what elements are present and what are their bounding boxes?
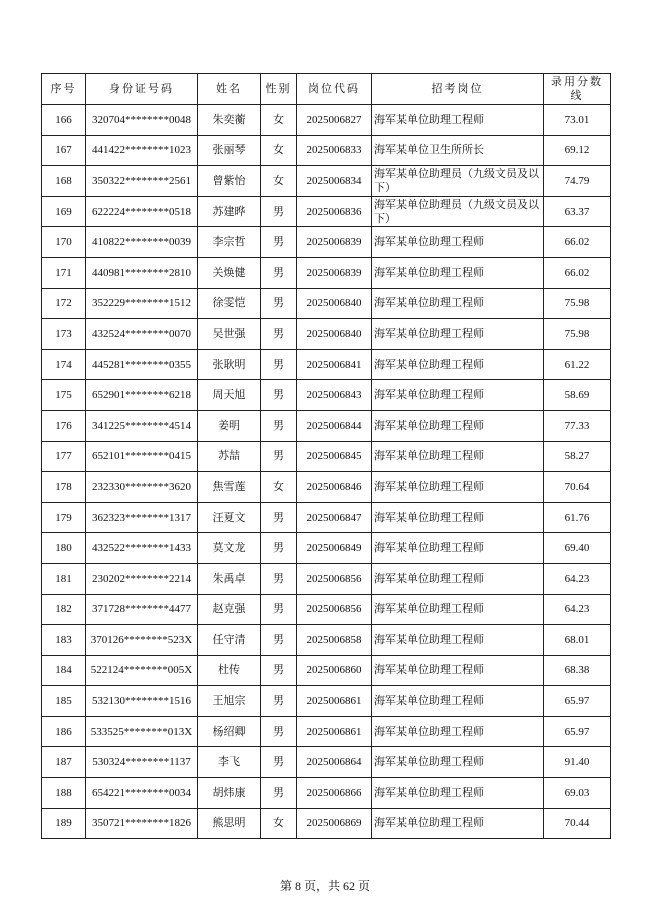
cell-name: 徐雯恺 [198,288,261,319]
cell-name: 王旭宗 [198,686,261,717]
cell-position-code: 2025006836 [297,196,372,227]
cell-id-number: 350322********2561 [86,166,198,197]
cell-gender: 男 [261,288,297,319]
cell-gender: 男 [261,686,297,717]
cell-position: 海军某单位助理工程师 [372,655,544,686]
cell-position: 海军某单位助理工程师 [372,410,544,441]
cell-position: 海军某单位助理工程师 [372,105,544,136]
cell-id-number: 533525********013X [86,716,198,747]
cell-serial-number: 184 [42,655,86,686]
cell-admission-score: 63.37 [544,196,611,227]
cell-id-number: 652901********6218 [86,380,198,411]
cell-admission-score: 69.40 [544,533,611,564]
cell-position-code: 2025006834 [297,166,372,197]
cell-position: 海军某单位助理工程师 [372,441,544,472]
cell-id-number: 230202********2214 [86,563,198,594]
cell-admission-score: 64.23 [544,594,611,625]
cell-serial-number: 173 [42,319,86,350]
cell-gender: 男 [261,196,297,227]
table-row [42,349,611,380]
cell-position-code: 2025006839 [297,227,372,258]
cell-position-code: 2025006861 [297,716,372,747]
table-row [42,594,611,625]
cell-position-code: 2025006841 [297,349,372,380]
cell-position: 海军某单位助理工程师 [372,349,544,380]
cell-id-number: 432522********1433 [86,533,198,564]
table-row [42,380,611,411]
cell-admission-score: 69.03 [544,778,611,809]
table-row [42,533,611,564]
cell-gender: 男 [261,655,297,686]
cell-name: 杨绍卿 [198,716,261,747]
cell-id-number: 410822********0039 [86,227,198,258]
cell-gender: 男 [261,716,297,747]
header-id-number: 身份证号码 [86,74,198,105]
cell-position-code: 2025006858 [297,625,372,656]
table-row [42,319,611,350]
page-number: 第 8 页，共 62 页 [279,879,370,893]
cell-name: 李宗哲 [198,227,261,258]
cell-position: 海军某单位助理工程师 [372,808,544,839]
cell-name: 曾紫怡 [198,166,261,197]
cell-gender: 男 [261,441,297,472]
cell-id-number: 370126********523X [86,625,198,656]
cell-position: 海军某单位卫生所所长 [372,135,544,166]
cell-serial-number: 183 [42,625,86,656]
cell-serial-number: 189 [42,808,86,839]
header-serial-number: 序号 [42,74,86,105]
cell-name: 苏建晔 [198,196,261,227]
table-row [42,563,611,594]
table-row [42,625,611,656]
cell-id-number: 522124********005X [86,655,198,686]
cell-serial-number: 174 [42,349,86,380]
cell-serial-number: 178 [42,472,86,503]
cell-gender: 男 [261,778,297,809]
cell-name: 苏喆 [198,441,261,472]
cell-name: 张丽琴 [198,135,261,166]
cell-admission-score: 68.01 [544,625,611,656]
cell-serial-number: 177 [42,441,86,472]
cell-name: 朱禹卓 [198,563,261,594]
cell-admission-score: 61.22 [544,349,611,380]
cell-position: 海军某单位助理工程师 [372,563,544,594]
cell-position: 海军某单位助理工程师 [372,747,544,778]
cell-gender: 男 [261,533,297,564]
cell-name: 汪夏文 [198,502,261,533]
cell-admission-score: 74.79 [544,166,611,197]
cell-position: 海军某单位助理工程师 [372,594,544,625]
cell-name: 赵克强 [198,594,261,625]
table-row [42,778,611,809]
cell-gender: 男 [261,502,297,533]
cell-gender: 女 [261,166,297,197]
cell-gender: 女 [261,105,297,136]
cell-position-code: 2025006849 [297,533,372,564]
cell-id-number: 341225********4514 [86,410,198,441]
table-header-row [42,74,611,105]
cell-gender: 女 [261,472,297,503]
cell-position-code: 2025006845 [297,441,372,472]
cell-id-number: 362323********1317 [86,502,198,533]
cell-position-code: 2025006843 [297,380,372,411]
cell-position-code: 2025006856 [297,563,372,594]
cell-id-number: 232330********3620 [86,472,198,503]
cell-admission-score: 70.44 [544,808,611,839]
cell-name: 焦雪莲 [198,472,261,503]
table-row [42,196,611,227]
cell-position: 海军某单位助理员（九级文员及以下） [372,166,544,197]
cell-admission-score: 66.02 [544,257,611,288]
table-row [42,716,611,747]
table-row [42,166,611,197]
cell-gender: 男 [261,625,297,656]
cell-admission-score: 65.97 [544,716,611,747]
header-name: 姓名 [198,74,261,105]
cell-name: 张耿明 [198,349,261,380]
cell-serial-number: 180 [42,533,86,564]
table-row [42,686,611,717]
cell-admission-score: 65.97 [544,686,611,717]
cell-serial-number: 186 [42,716,86,747]
cell-name: 李飞 [198,747,261,778]
cell-gender: 男 [261,227,297,258]
table-row [42,135,611,166]
table-row [42,441,611,472]
cell-name: 胡炜康 [198,778,261,809]
cell-serial-number: 167 [42,135,86,166]
cell-position-code: 2025006869 [297,808,372,839]
cell-serial-number: 169 [42,196,86,227]
cell-serial-number: 166 [42,105,86,136]
cell-position-code: 2025006847 [297,502,372,533]
cell-position-code: 2025006856 [297,594,372,625]
cell-serial-number: 182 [42,594,86,625]
cell-position-code: 2025006840 [297,288,372,319]
admission-table [41,73,611,839]
cell-admission-score: 69.12 [544,135,611,166]
cell-id-number: 350721********1826 [86,808,198,839]
table-row [42,502,611,533]
cell-id-number: 320704********0048 [86,105,198,136]
cell-name: 吴世强 [198,319,261,350]
header-gender: 性别 [261,74,297,105]
cell-id-number: 622224********0518 [86,196,198,227]
cell-gender: 男 [261,380,297,411]
cell-serial-number: 175 [42,380,86,411]
cell-id-number: 445281********0355 [86,349,198,380]
cell-gender: 男 [261,563,297,594]
cell-name: 杜传 [198,655,261,686]
cell-admission-score: 73.01 [544,105,611,136]
cell-position: 海军某单位助理工程师 [372,502,544,533]
cell-position: 海军某单位助理工程师 [372,533,544,564]
cell-gender: 男 [261,410,297,441]
header-position-code: 岗位代码 [297,74,372,105]
cell-serial-number: 187 [42,747,86,778]
cell-id-number: 432524********0070 [86,319,198,350]
cell-gender: 男 [261,349,297,380]
cell-position-code: 2025006866 [297,778,372,809]
cell-gender: 男 [261,594,297,625]
cell-admission-score: 77.33 [544,410,611,441]
cell-gender: 男 [261,319,297,350]
cell-serial-number: 170 [42,227,86,258]
cell-position: 海军某单位助理工程师 [372,716,544,747]
cell-position: 海军某单位助理工程师 [372,380,544,411]
cell-admission-score: 91.40 [544,747,611,778]
cell-serial-number: 185 [42,686,86,717]
cell-name: 周天旭 [198,380,261,411]
table-row [42,410,611,441]
header-position: 招考岗位 [372,74,544,105]
cell-admission-score: 70.64 [544,472,611,503]
cell-name: 姜明 [198,410,261,441]
cell-id-number: 371728********4477 [86,594,198,625]
header-admission-score: 录用分数线 [544,74,611,105]
cell-gender: 男 [261,257,297,288]
cell-position: 海军某单位助理工程师 [372,319,544,350]
cell-id-number: 441422********1023 [86,135,198,166]
table-row [42,655,611,686]
cell-id-number: 530324********1137 [86,747,198,778]
cell-serial-number: 188 [42,778,86,809]
cell-admission-score: 58.69 [544,380,611,411]
cell-admission-score: 61.76 [544,502,611,533]
cell-position: 海军某单位助理工程师 [372,227,544,258]
cell-serial-number: 181 [42,563,86,594]
cell-gender: 男 [261,747,297,778]
cell-admission-score: 64.23 [544,563,611,594]
cell-position: 海军某单位助理工程师 [372,778,544,809]
cell-gender: 女 [261,135,297,166]
table-row [42,747,611,778]
table-row [42,227,611,258]
cell-position-code: 2025006860 [297,655,372,686]
cell-position-code: 2025006840 [297,319,372,350]
table-row [42,808,611,839]
cell-serial-number: 171 [42,257,86,288]
cell-id-number: 440981********2810 [86,257,198,288]
cell-serial-number: 179 [42,502,86,533]
cell-position-code: 2025006846 [297,472,372,503]
cell-name: 熊思明 [198,808,261,839]
cell-serial-number: 168 [42,166,86,197]
cell-position-code: 2025006864 [297,747,372,778]
cell-position-code: 2025006844 [297,410,372,441]
cell-id-number: 352229********1512 [86,288,198,319]
cell-name: 朱奕蘅 [198,105,261,136]
cell-admission-score: 58.27 [544,441,611,472]
cell-serial-number: 172 [42,288,86,319]
cell-name: 关焕健 [198,257,261,288]
cell-position: 海军某单位助理工程师 [372,625,544,656]
cell-id-number: 654221********0034 [86,778,198,809]
cell-id-number: 532130********1516 [86,686,198,717]
cell-gender: 女 [261,808,297,839]
cell-admission-score: 75.98 [544,288,611,319]
cell-serial-number: 176 [42,410,86,441]
cell-position-code: 2025006861 [297,686,372,717]
cell-position-code: 2025006833 [297,135,372,166]
cell-position-code: 2025006827 [297,105,372,136]
cell-position-code: 2025006839 [297,257,372,288]
cell-admission-score: 75.98 [544,319,611,350]
cell-position: 海军某单位助理工程师 [372,472,544,503]
cell-admission-score: 66.02 [544,227,611,258]
table-row [42,257,611,288]
cell-name: 莫文龙 [198,533,261,564]
cell-admission-score: 68.38 [544,655,611,686]
cell-position: 海军某单位助理工程师 [372,257,544,288]
cell-position: 海军某单位助理员（九级文员及以下） [372,196,544,227]
table-row [42,472,611,503]
cell-position: 海军某单位助理工程师 [372,288,544,319]
table-row [42,105,611,136]
cell-name: 任守清 [198,625,261,656]
table-row [42,288,611,319]
cell-position: 海军某单位助理工程师 [372,686,544,717]
cell-id-number: 652101********0415 [86,441,198,472]
